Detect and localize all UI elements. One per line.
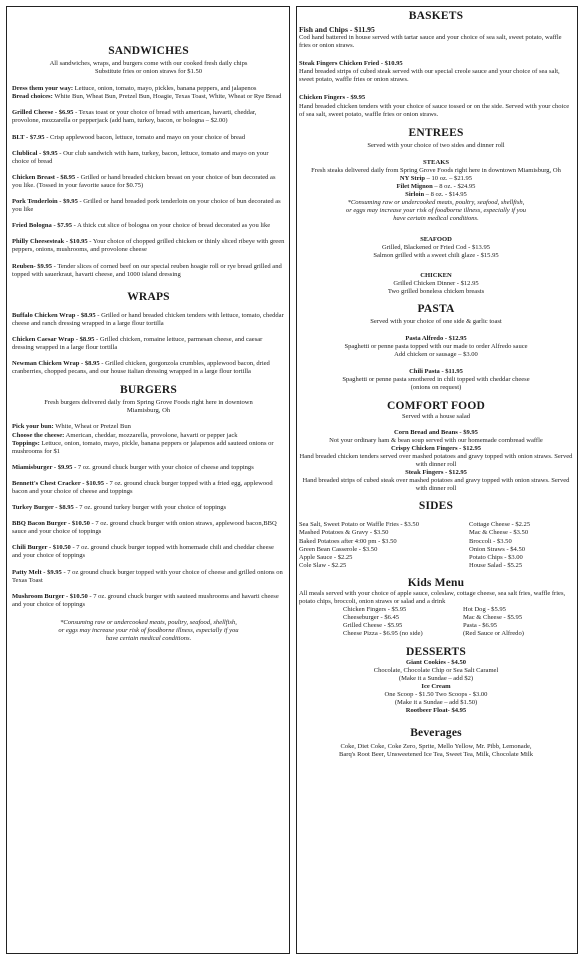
bread-options (12, 93, 285, 101)
kids-intro: All meals served with your choice of apple sauce, coleslaw, cottage cheese, sea salt fries, waffle fries, potato chips, broccoli, onion straws or salad and a drink (299, 589, 566, 606)
bread-text: White Bun, Wheat Bun, Pretzel Bun, Hoagie, Texas Toast, White, Wheat or Rye Bread (52, 93, 282, 101)
list-item: Hot Dog - $5.95 (463, 606, 506, 614)
list-item: Sea Salt, Sweet Potato or Waffle Fries - $3.50 (299, 521, 419, 529)
steak-name: NY Strip (399, 174, 425, 182)
menu-item (12, 263, 285, 279)
kids-column-2 (463, 606, 573, 638)
menu-item (12, 222, 285, 230)
list-item: Chicken Fingers - $5.95 (343, 606, 407, 614)
item-desc: - Grilled chicken, gorgonzola crumbles, applewood bacon, dried cranberries, chopped pecans, and our house italian dressing wrapped in a large flour tortilla (12, 360, 270, 376)
menu-item (12, 238, 285, 254)
pasta-item-desc: (onions on request) (410, 384, 462, 392)
list-item: Pasta - $6.95 (463, 622, 498, 630)
foodborne-disclaimer-line-3: have certain medical conditions. (105, 635, 192, 643)
burgers-heading: BURGERS (120, 384, 177, 397)
toppings-text: Lettuce, onion, tomato, mayo, pickle, banana peppers or jalapenos add sauteed onions or mushrooms for $1 (12, 439, 274, 455)
list-item: Mac & Cheese - $5.95 (463, 614, 523, 622)
steak-price: – 10 oz. – $21.95 (424, 174, 473, 182)
steak-name: Filet Mignon (396, 183, 433, 191)
ice-cream-prices: One Scoop - $1.50 Two Scoops - $3.00 (384, 690, 488, 698)
cheese-label: Choose the cheese: (12, 431, 65, 439)
list-item: Cheese Pizza - $6.95 (no side) (343, 630, 423, 638)
item-name: Newman Chicken Wrap - $8.95 (12, 360, 100, 368)
comfort-item-desc: Hand breaded strips of cubed steak over mashed potatoes and gravy topped with onion straws. Served with dinner roll (302, 477, 570, 493)
menu-item (12, 174, 285, 190)
pasta-subtitle: Served with your choice of one side & garlic toast (370, 317, 502, 325)
comfort-item-desc: Not your ordinary ham & bean soup served with our homemade cornbread waffle (329, 436, 543, 444)
menu-item (12, 109, 285, 125)
item-desc: - Grilled or hand breaded pork tenderloin on your choice of bun decorated as you like (12, 198, 281, 214)
comfort-item-name: Corn Bread and Beans - $9.95 (394, 428, 478, 436)
item-desc: - 7 oz. ground chuck burger with sauteed mushrooms and havarti cheese and your choice of toppings (12, 592, 279, 608)
list-item: Cheeseburger - $6.45 (343, 614, 400, 622)
menu-item (12, 198, 285, 214)
foodborne-disclaimer-line-1: *Consuming raw or undercooked meats, poultry, seafood, shellfish, (60, 618, 237, 626)
list-item: Mashed Potatoes & Gravy - $3.50 (299, 529, 389, 537)
wraps-heading: WRAPS (127, 290, 170, 303)
dress-label: Dress them your way: (12, 85, 74, 93)
cheese-options (12, 432, 285, 440)
list-item: Cottage Cheese - $2.25 (469, 521, 531, 529)
pasta-item-name: Chili Pasta - $11.95 (409, 368, 463, 376)
item-name: Turkey Burger - $8.95 (12, 504, 74, 512)
menu-item (12, 360, 285, 376)
ice-cream-desc: (Make it a Sundae – add $1.50) (394, 698, 478, 706)
topping-options (12, 440, 285, 456)
desserts-heading: DESSERTS (405, 645, 466, 658)
comfort-item-name: Steak Fingers - $12.95 (405, 469, 467, 477)
kids-column-1 (343, 606, 463, 638)
item-desc: - Our club sandwich with ham, turkey, bacon, lettuce, tomato and mayo on your choice of bread (12, 149, 269, 165)
chicken-line: Grilled Chicken Dinner - $12.95 (393, 279, 479, 287)
item-desc: - 7 oz. ground turkey burger with your choice of toppings (73, 504, 227, 512)
item-name: Grilled Cheese - $6.95 (12, 109, 74, 117)
sides-heading: SIDES (418, 500, 454, 513)
bun-options (12, 423, 285, 431)
menu-item (12, 544, 285, 560)
menu-item (12, 464, 285, 472)
item-desc: - Crisp applewood bacon, lettuce, tomato and mayo on your choice of bread (44, 133, 246, 141)
sides-column-1 (299, 521, 469, 570)
pasta-item-desc: Add chicken or sausage – $3.00 (394, 351, 478, 359)
basket-item-desc: Cod hand battered in house served with tartar sauce and your choice of sea salt, sweet potato, waffle fries or onion straws. (299, 34, 562, 50)
right-menu-column (296, 6, 578, 954)
basket-item-desc: Hand breaded chicken tenders with your choice of sauce tossed or on the side. Served with your choice of sea salt, sweet potato, waffle fries or onion straws. (299, 102, 570, 118)
list-item: Onion Straws - $4.50 (469, 545, 526, 553)
bread-label: Bread choices: (12, 93, 53, 101)
steak-item (299, 175, 573, 183)
beverages-line: Barq's Root Beer, Unsweetened Ice Tea, Sweet Tea, Milk, Chocolate Milk (339, 751, 533, 759)
comfort-item-desc: Hand breaded chicken tenders served over mashed potatoes and gravy topped with onion straws. Served with dinner roll (299, 452, 573, 468)
item-name: Mushroom Burger - $10.50 (12, 592, 88, 600)
entrees-heading: ENTREES (408, 126, 464, 139)
comfort-item-name: Crispy Chicken Fingers - $12.95 (390, 444, 482, 452)
list-item: Baked Potatoes after 4:00 pm - $3.50 (299, 537, 397, 545)
list-item: Broccoli - $3.50 (469, 537, 512, 545)
list-item: Green Bean Casserole - $3.50 (299, 545, 378, 553)
menu-item (12, 480, 285, 496)
item-desc: - Texas toast or your choice of bread with american, havarti, cheddar, provolone, mozzarella or pepperjack (add ham, turkey, bacon, or bologna – $2.00) (12, 109, 257, 125)
steak-item (299, 191, 573, 199)
pasta-item-desc: Spaghetti or penne pasta smothered in chili topped with cheddar cheese (342, 376, 530, 384)
cheese-text: American, cheddar, mozzarella, provolone, havarti or pepper jack (64, 431, 238, 439)
item-name: Chicken Caesar Wrap - $8.95 (12, 335, 95, 343)
item-name: Bennett's Chest Cracker - $10.95 (12, 479, 105, 487)
bun-label: Pick your bun: (12, 423, 54, 431)
item-desc: - Tender slices of corned beef on our special reuben hoagie roll or rye bread grilled and topped with sauerkraut, havarti cheese, and 1000 island dressing (12, 262, 282, 278)
burgers-intro-line-2: Miamisburg, Oh (126, 407, 171, 415)
sandwiches-heading: SANDWICHES (108, 45, 189, 57)
item-name: BBQ Bacon Burger - $10.50 (12, 520, 90, 528)
steaks-disclaimer-line-1: *Consuming raw or undercooked meats, poultry, seafood, shellfish, (347, 199, 525, 207)
toppings-label: Toppings: (12, 439, 40, 447)
basket-item-name: Chicken Fingers - $9.95 (299, 94, 366, 102)
menu-item (12, 134, 285, 142)
item-name: Chicken Breast - $8.95 (12, 173, 76, 181)
cookies-name: Giant Cookies - $4.50 (405, 658, 466, 666)
item-desc: - 7 oz. ground chuck burger with onion straws, applewood bacon,BBQ sauce and your choice of toppings (12, 520, 277, 536)
item-desc: - 7 oz. ground chuck burger topped with a fried egg, applewood bacon and your choice of cheese and toppings (12, 479, 273, 495)
sides-column-2 (469, 521, 573, 570)
menu-item (12, 569, 285, 585)
steak-item (299, 183, 573, 191)
steak-price: – 8 oz. - $14.95 (424, 191, 467, 199)
foodborne-disclaimer-line-2: or eggs may increase your risk of foodborne illness, especially if you (58, 627, 239, 635)
item-name: Reuben- $9.95 (12, 262, 53, 270)
sides-list (299, 521, 573, 570)
menu-item (12, 504, 285, 512)
item-desc: - Grilled chicken, romaine lettuce, parmesan cheese, and caesar dressing wrapped in a large flour tortilla (12, 335, 263, 351)
list-item: (Red Sauce or Alfredo) (463, 630, 524, 638)
pasta-item-name: Pasta Alfredo - $12.95 (405, 334, 467, 342)
item-desc: - 7 oz. ground chuck burger with your choice of cheese and toppings (72, 463, 254, 471)
item-name: Philly Cheesesteak - $10.95 (12, 238, 88, 246)
item-name: Buffalo Chicken Wrap - $8.95 (12, 311, 96, 319)
seafood-heading: SEAFOOD (420, 235, 452, 243)
item-desc: - 7 oz ground chuck burger topped with your choice of cheese and grilled onions on Texas Toast (12, 568, 283, 584)
beverages-line: Coke, Diet Coke, Coke Zero, Sprite, Mello Yellow, Mr. Pibb, Lemonade, (340, 743, 532, 751)
steak-name: Sirloin (405, 191, 425, 199)
steaks-heading: STEAKS (422, 158, 450, 166)
item-name: Pork Tenderloin - $9.95 (12, 198, 78, 206)
basket-item-name: Fish and Chips - $11.95 (299, 25, 375, 34)
chicken-heading: CHICKEN (420, 271, 452, 279)
steaks-intro: Fresh steaks delivered daily from Spring Grove Foods right here in downtown Miamisburg, Oh (311, 166, 561, 174)
item-name: Patty Melt - $9.95 (12, 568, 62, 576)
menu-item (12, 150, 285, 166)
item-name: Clublical - $9.95 (12, 149, 58, 157)
list-item: Mac & Cheese - $3.50 (469, 529, 529, 537)
menu-item (12, 593, 285, 609)
dress-text: Lettuce, onion, tomato, mayo, pickles, banana peppers, and jalapenos (73, 85, 257, 93)
steak-price: – 8 oz. - $24.95 (432, 183, 476, 191)
float-name: Rootbeer Float- $4.95 (405, 707, 467, 715)
chicken-line: Two grilled boneless chicken breasts (387, 287, 485, 295)
kids-menu-heading: Kids Menu (407, 576, 465, 589)
baskets-heading: BASKETS (408, 10, 464, 22)
sandwiches-intro-line-2: Substitute fries or onion straws for $1.50 (94, 68, 203, 76)
burgers-intro-line-1: Fresh burgers delivered daily from Spring Grove Foods right here in downtown (44, 399, 253, 407)
comfort-food-heading: COMFORT FOOD (387, 399, 485, 412)
list-item: Potato Chips - $3.00 (469, 553, 523, 561)
item-desc: - Your choice of chopped grilled chicken or thinly sliced ribeye with green peppers, onions, mushrooms, and provolone cheese (12, 238, 285, 254)
menu-item (12, 312, 285, 328)
menu-item (12, 336, 285, 352)
list-item: Apple Sauce - $2.25 (299, 553, 353, 561)
list-item: Grilled Cheese - $5.95 (343, 622, 403, 630)
comfort-subtitle: Served with a house salad (402, 412, 470, 420)
left-menu-column (6, 6, 290, 954)
beverages-heading: Beverages (410, 727, 462, 740)
seafood-line: Salmon grilled with a sweet chili glaze - $15.95 (373, 251, 499, 259)
cookies-desc: Chocolate, Chocolate Chip or Sea Salt Caramel (373, 666, 499, 674)
seafood-line: Grilled, Blackened or Fried Cod - $13.95 (381, 243, 490, 251)
bun-text: White, Wheat or Pretzel Bun (53, 423, 131, 431)
list-item: House Salad - $5.25 (469, 561, 523, 569)
steaks-disclaimer-line-2: or eggs may increase your risk of foodborne illness, especially if you (345, 207, 527, 215)
cookies-desc: (Make it a Sundae – add $2) (398, 674, 474, 682)
steaks-disclaimer-line-3: have certain medical conditions. (393, 215, 479, 223)
dress-options (12, 85, 285, 93)
item-desc: - 7 oz. ground chuck burger topped with homemade chili and cheddar cheese and your choice of toppings (12, 544, 274, 560)
sandwiches-intro-line-1: All sandwiches, wraps, and burgers come with our cooked fresh daily chips (49, 60, 248, 67)
pasta-heading: PASTA (417, 302, 455, 315)
item-desc: - Grilled or hand breaded chicken breast on your choice of bun decorated as you like. (Tossed in your favorite sauce for $0.75) (12, 173, 276, 189)
basket-item-name: Steak Fingers Chicken Fried - $10.95 (299, 60, 403, 68)
item-desc: - A thick cut slice of bologna on your choice of bread decorated as you like (72, 222, 271, 230)
pasta-item-desc: Spaghetti or penne pasta topped with our made to order Alfredo sauce (344, 343, 528, 351)
kids-list (299, 606, 573, 638)
entrees-subtitle: Served with your choice of two sides and dinner roll (367, 141, 505, 149)
item-name: Fried Bologna - $7.95 (12, 222, 73, 230)
item-name: Chili Burger - $10.50 (12, 544, 71, 552)
item-name: BLT - $7.95 (12, 133, 45, 141)
basket-item-desc: Hand breaded strips of cubed steak served with our special creole sauce and your choice of sea salt, sweet potato, waffle fries or onion straws. (299, 68, 560, 84)
list-item: Cole Slaw - $2.25 (299, 561, 347, 569)
item-name: Miamisburger - $9.95 (12, 463, 73, 471)
ice-cream-name: Ice Cream (421, 682, 451, 690)
menu-item (12, 520, 285, 536)
item-desc: - Grilled or hand breaded chicken tenders with lettuce, tomato, cheddar cheese and ranch dressing wrapped in a large flour tortilla (12, 311, 284, 327)
